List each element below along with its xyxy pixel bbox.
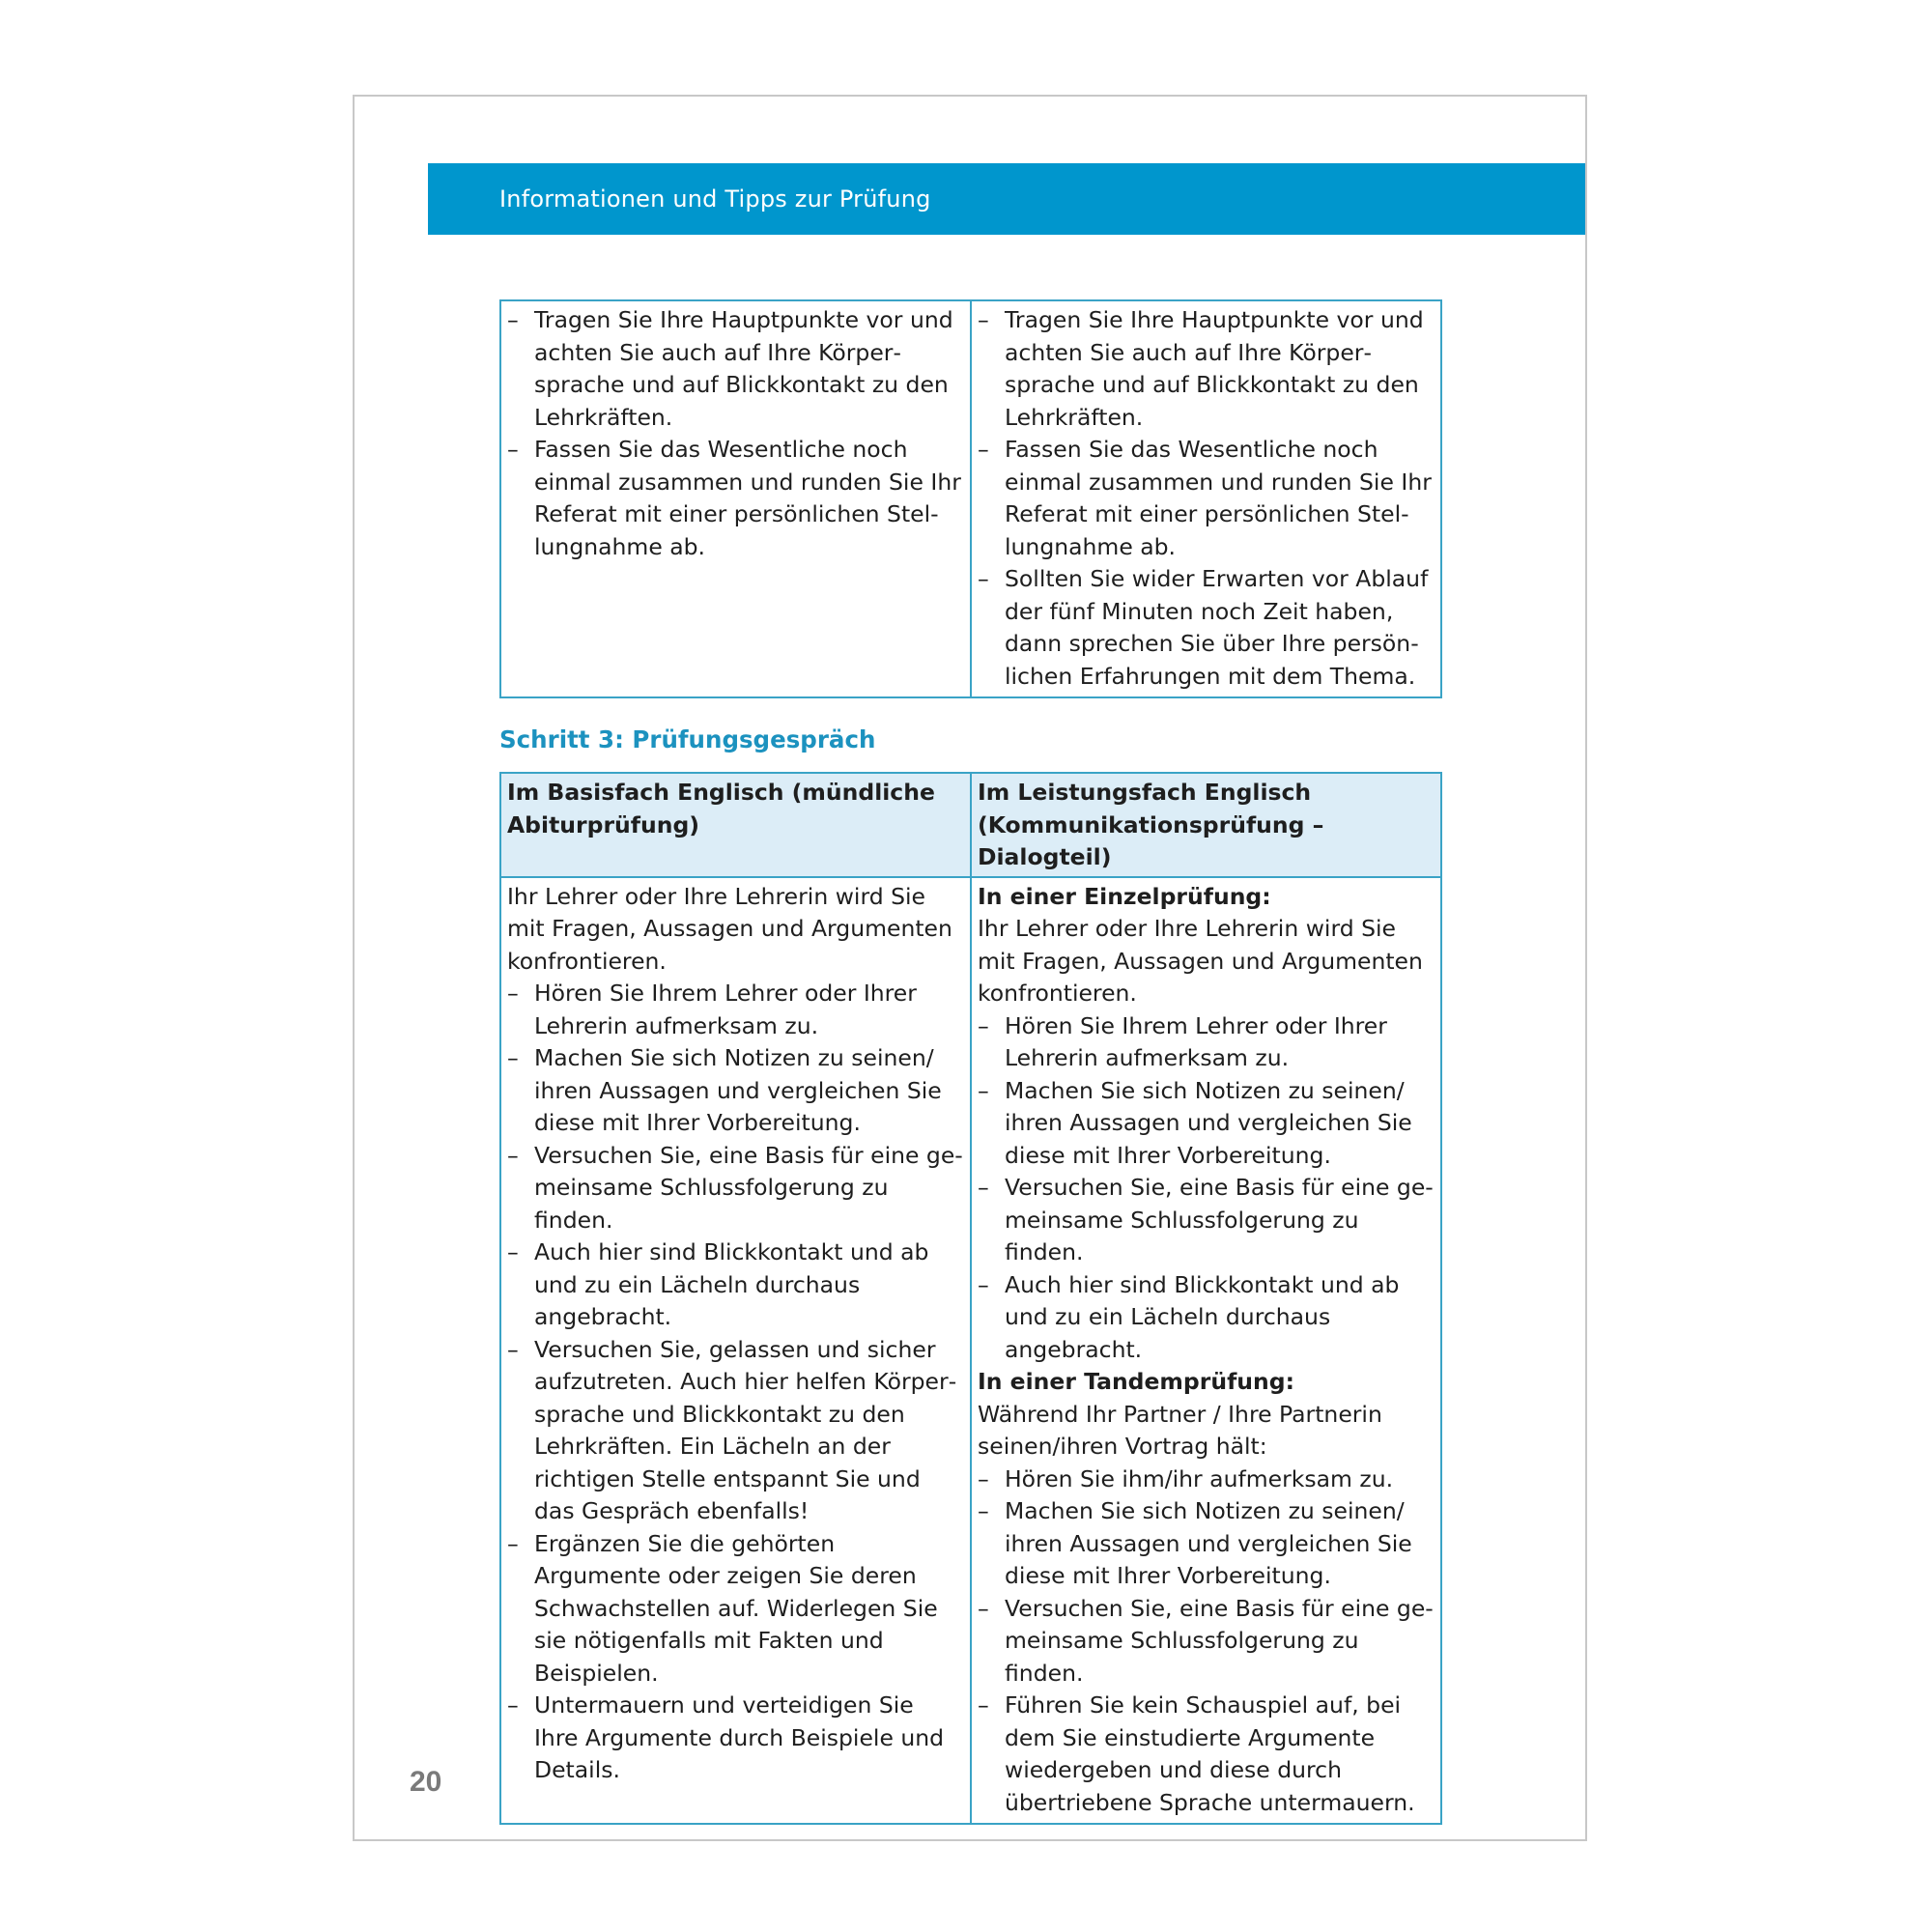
bullet-list: [978, 304, 1435, 693]
list-item: – Sollten Sie wider Erwarten vor Ablauf der fünf Minuten noch Zeit haben, dann sprechen Sie über Ihre persönlichen Erfahrungen mit dem Thema.: [978, 563, 1435, 693]
list-item: – Machen Sie sich Notizen zu seinen/ ihren Aussagen und vergleichen Sie diese mit Ihrer Vorbereitung.: [978, 1075, 1435, 1173]
list-item: – Führen Sie kein Schauspiel auf, bei dem Sie einstudierte Argumente wiedergeben und diese durch übertriebene Sprache untermauern.: [978, 1690, 1435, 1819]
intro-text: Ihr Lehrer oder Ihre Lehrerin wird Sie mit Fragen, Aussagen und Argumenten konfrontieren.: [978, 915, 1423, 1007]
list-item: – Machen Sie sich Notizen zu seinen/ ihren Aussagen und vergleichen Sie diese mit Ihrer Vorbereitung.: [978, 1495, 1435, 1593]
page-number: 20: [410, 1766, 442, 1798]
intro-text: Während Ihr Partner / Ihre Partnerin seinen/ihren Vortrag hält:: [978, 1400, 1382, 1460]
list-item: – Auch hier sind Blickkontakt und ab und zu ein Lächeln durchaus angebracht.: [507, 1236, 964, 1334]
list-item: – Tragen Sie Ihre Hauptpunkte vor und achten Sie auch auf Ihre Körpersprache und auf Blickkontakt zu den Lehrkräften.: [978, 304, 1435, 434]
bullet-list: [507, 304, 964, 563]
list-item: – Ergänzen Sie die gehörten Argumente oder zeigen Sie deren Schwachstellen auf. Widerlegen Sie sie nötigenfalls mit Fakten und Beispielen.: [507, 1528, 964, 1690]
column-header-basisfach: Im Basisfach Englisch (mündliche Abiturprüfung): [500, 773, 971, 877]
table2-left-cell: [500, 877, 971, 1825]
list-item: – Versuchen Sie, eine Basis für eine gemeinsame Schlussfolgerung zu finden.: [978, 1593, 1435, 1690]
bullet-list: [507, 978, 964, 1787]
section-header-band: [428, 163, 1585, 235]
list-item: – Hören Sie ihm/ihr aufmerksam zu.: [978, 1463, 1435, 1496]
bullet-list: [978, 1010, 1435, 1367]
header-title: Informationen und Tipps zur Prüfung: [499, 185, 931, 213]
list-item: – Hören Sie Ihrem Lehrer oder Ihrer Lehrerin aufmerksam zu.: [978, 1010, 1435, 1075]
list-item: – Fassen Sie das Wesentliche noch einmal zusammen und runden Sie Ihr Referat mit einer persönlichen Stellungnahme ab.: [978, 434, 1435, 563]
list-item: – Machen Sie sich Notizen zu seinen/ ihren Aussagen und vergleichen Sie diese mit Ihrer Vorbereitung.: [507, 1042, 964, 1140]
list-item: – Versuchen Sie, eine Basis für eine gemeinsame Schlussfolgerung zu finden.: [507, 1140, 964, 1237]
bullet-list: [978, 1463, 1435, 1820]
list-item: – Fassen Sie das Wesentliche noch einmal zusammen und runden Sie Ihr Referat mit einer persönlichen Stellungnahme ab.: [507, 434, 964, 563]
subheading-tandempruefung: In einer Tandemprüfung:: [978, 1368, 1294, 1395]
section-heading: Schritt 3: Prüfungsgespräch: [499, 725, 876, 753]
list-item: – Versuchen Sie, gelassen und sicher aufzutreten. Auch hier helfen Körpersprache und Blickkontakt zu den Lehrkräften. Ein Lächeln an der richtigen Stelle entspannt Sie und das Gespräch ebenfalls!: [507, 1334, 964, 1528]
table-header-row: [500, 773, 1441, 877]
list-item: – Untermauern und verteidigen Sie Ihre Argumente durch Beispiele und Details.: [507, 1690, 964, 1787]
list-item: – Auch hier sind Blickkontakt und ab und zu ein Lächeln durchaus angebracht.: [978, 1269, 1435, 1367]
list-item: – Tragen Sie Ihre Hauptpunkte vor und achten Sie auch auf Ihre Körpersprache und auf Blickkontakt zu den Lehrkräften.: [507, 304, 964, 434]
table1-left-cell: [500, 300, 971, 697]
table1-right-cell: [971, 300, 1441, 697]
subheading-einzelpruefung: In einer Einzelprüfung:: [978, 882, 1271, 910]
table2-right-cell: [971, 877, 1441, 1825]
intro-text: Ihr Lehrer oder Ihre Lehrerin wird Sie mit Fragen, Aussagen und Argumenten konfrontieren.: [507, 882, 952, 975]
table-row: [500, 877, 1441, 1825]
table-row: [500, 300, 1441, 697]
column-header-leistungsfach: Im Leistungsfach Englisch (Kommunikationsprüfung – Dialogteil): [971, 773, 1441, 877]
tips-table-top: [499, 299, 1442, 698]
list-item: – Versuchen Sie, eine Basis für eine gemeinsame Schlussfolgerung zu finden.: [978, 1172, 1435, 1269]
list-item: – Hören Sie Ihrem Lehrer oder Ihrer Lehrerin aufmerksam zu.: [507, 978, 964, 1042]
exam-dialogue-table: [499, 772, 1442, 1825]
